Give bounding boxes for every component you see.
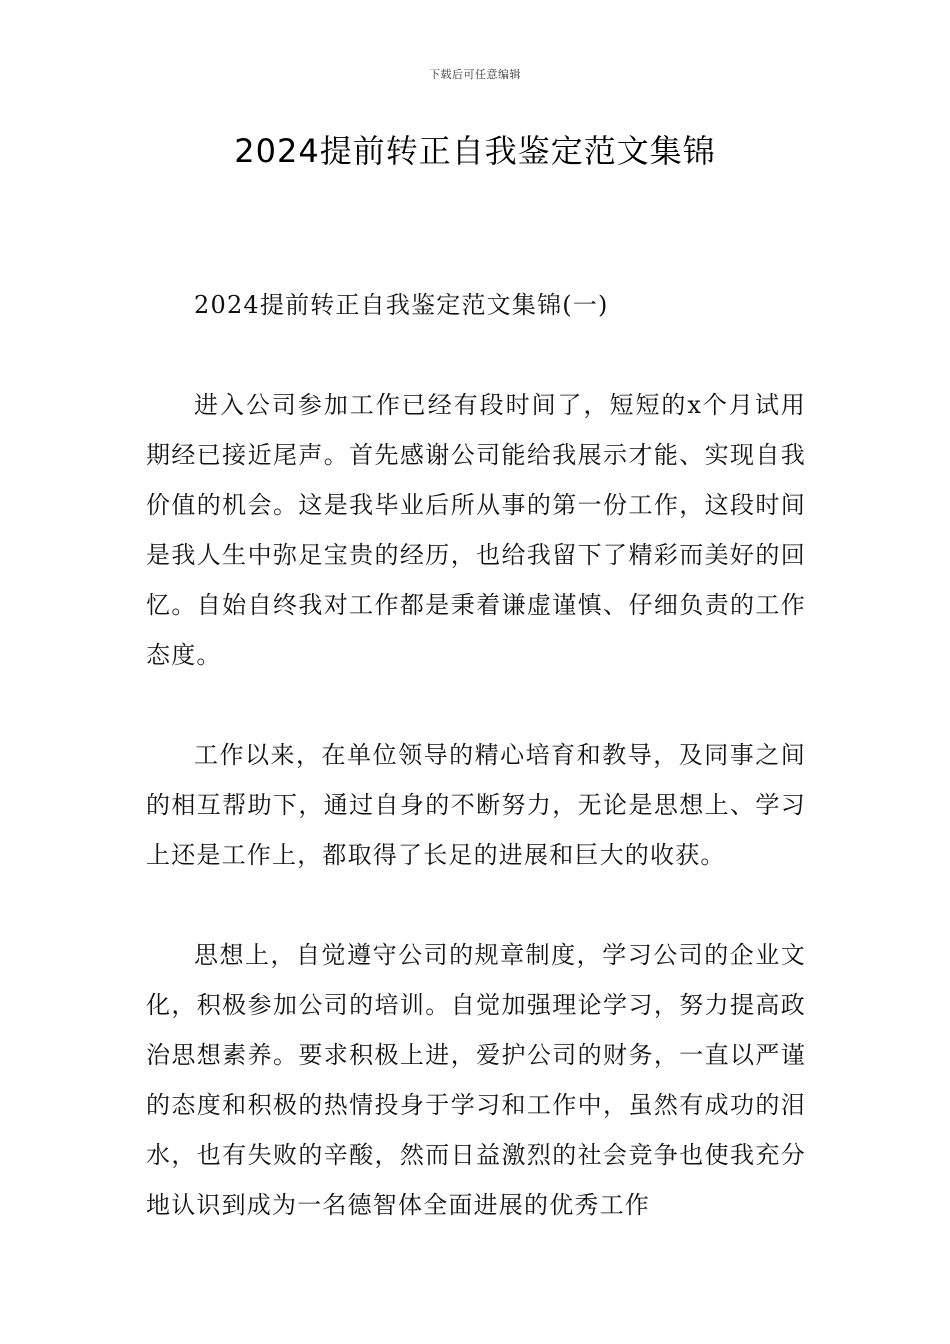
document-title: 2024提前转正自我鉴定范文集锦 — [234, 132, 716, 170]
document-body — [146, 280, 806, 1230]
paragraph-3: 思想上，自觉遵守公司的规章制度，学习公司的企业文化，积极参加公司的培训。自觉加强理论学习，努力提高政治思想素养。要求积极上进，爱护公司的财务，一直以严谨的态度和积极的热情投身于学习和工作中，虽然有成功的泪水，也有失败的辛酸，然而日益激烈的社会竞争也使我充分地认识到成为一名德智体全面进展的优秀工作 — [146, 941, 806, 1219]
header-note: 下载后可任意编辑 — [429, 68, 521, 81]
section-heading: 2024提前转正自我鉴定范文集锦(一) — [194, 291, 609, 319]
paragraph-2: 工作以来，在单位领导的精心培育和教导，及同事之间的相互帮助下，通过自身的不断努力，无论是思想上、学习上还是工作上，都取得了长足的进展和巨大的收获。 — [146, 741, 806, 869]
paragraph-1: 进入公司参加工作已经有段时间了，短短的x个月试用期经已接近尾声。首先感谢公司能给我展示才能、实现自我价值的机会。这是我毕业后所从事的第一份工作，这段时间是我人生中弥足宝贵的经历，也给我留下了精彩而美好的回忆。自始自终我对工作都是秉着谦虚谨慎、仔细负责的工作态度。 — [146, 391, 806, 669]
